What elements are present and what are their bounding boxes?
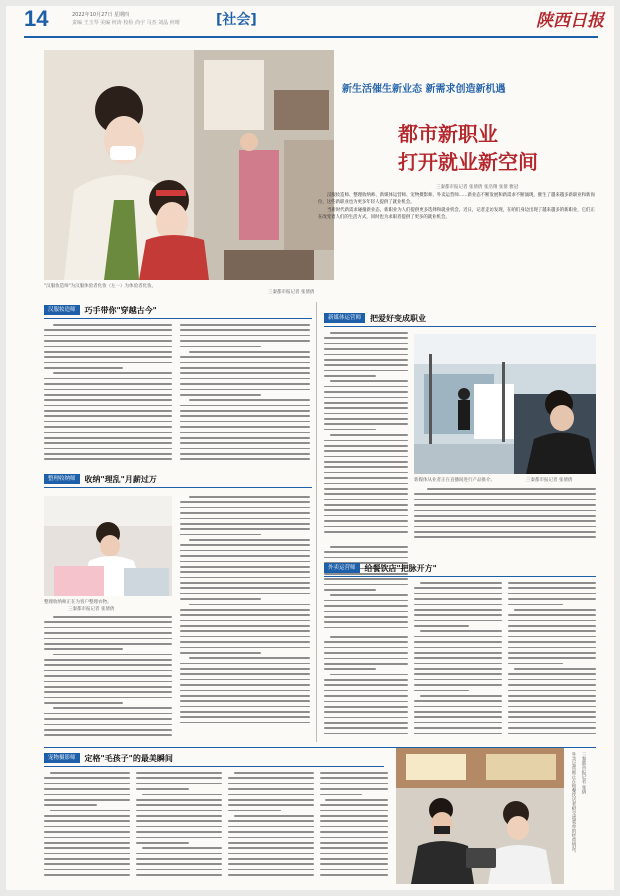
studio-caption: 新媒体从业者正在直播间进行产品推介。: [414, 478, 495, 483]
organizer-photo: [44, 496, 172, 596]
body-column: [324, 546, 408, 636]
section-hanfu-heading: [44, 304, 157, 316]
page-header: [24, 6, 604, 36]
section-underline: [44, 487, 312, 488]
delivery-caption: 外卖运营师正在和餐饮店老板交流菜单的经营情况。: [571, 752, 576, 856]
body-column: [180, 496, 310, 742]
section-underline: [324, 326, 596, 327]
masthead-logo: 陕西日报: [536, 11, 604, 31]
lead-paragraph-1: 汉服妆造师、整理收纳师、新媒体运营师、宠物摄影师、外卖运营师……新业态不断发展和新需求不断涌现，催生了越来越多新职业和新岗位，这些新职业也为更多年轻人提供了就业机会。: [318, 193, 595, 205]
body-column: [320, 772, 388, 882]
section-newmedia-heading: [324, 312, 426, 324]
date-line: 2022年10月27日 星期四: [72, 12, 130, 18]
lead-paragraph-2: 当新时代新需求碰撞新业态，新职业为人们提供更多选择和就业机会。近日，记者走访发现，在咱们身边出现了越来越多的新职业，它们正在改变着人们的生活方式，同时也为求职者提供了更多的就业机会。: [318, 208, 595, 220]
section-underline: [44, 318, 312, 319]
main-title-line1: 都市新职业: [398, 122, 498, 146]
section-title: 把爱好变成职业: [370, 313, 427, 323]
editor-line: 责编 王玉琴 美编 何涛 校检 尚宇 马杰 刘晶 何晴: [72, 20, 180, 26]
body-column: [180, 324, 310, 468]
section-tag: 汉服妆造师: [44, 305, 80, 315]
section-organizer-heading: [44, 473, 157, 485]
column-divider: [316, 302, 317, 742]
section-tag: 新媒体运营师: [324, 313, 365, 323]
section-title: 收纳"理乱"月薪过万: [84, 474, 157, 484]
delivery-credit: 三秦都市报记者 张倩: [581, 752, 586, 794]
section-title: 给餐饮店"把脉开方": [364, 563, 437, 573]
section-pet-heading: [44, 752, 173, 764]
body-column: [44, 772, 130, 882]
livestream-studio-photo: [414, 334, 596, 474]
newspaper-page: [6, 6, 614, 890]
hanfu-makeup-photo: [44, 50, 334, 280]
organizer-credit: 三秦都市报记者 张倩倩: [68, 607, 115, 612]
lead-paragraphs: [318, 192, 596, 222]
section-underline: [324, 576, 596, 577]
main-byline: 三秦都市报记者 张倩倩 张浩翔 张倩 雅冠: [436, 185, 519, 190]
main-subtitle: 新生活催生新业态 新需求创造新机遇: [342, 84, 506, 95]
body-column: [324, 332, 408, 542]
body-column: [414, 488, 596, 546]
section-delivery-heading: [324, 562, 437, 574]
header-rule: [24, 36, 598, 38]
section-tag: 外卖运营师: [324, 563, 360, 573]
section-underline: [44, 766, 384, 767]
main-photo-credit: 三秦都市报记者 张倩倩: [268, 290, 315, 295]
section-title: 定格"毛孩子"的最美瞬间: [84, 753, 173, 763]
body-column: [228, 772, 314, 882]
section-title: 巧手带你"穿越古今": [84, 305, 157, 315]
body-column: [324, 636, 408, 742]
section-label: [社会]: [216, 12, 257, 28]
main-title-line2: 打开就业新空间: [398, 150, 538, 174]
delivery-operator-photo: [396, 748, 564, 884]
section-tag: 宠物摄影师: [44, 753, 80, 763]
body-column: [414, 582, 502, 742]
organizer-caption: 整理收纳师正在为客户整理衣物。: [44, 600, 112, 605]
studio-credit: 三秦都市报记者 张倩倩: [526, 478, 573, 483]
body-column: [44, 616, 172, 742]
page-number: 14: [24, 6, 49, 31]
body-column: [136, 772, 222, 882]
section-tag: 整理收纳师: [44, 474, 80, 484]
body-column: [508, 582, 596, 742]
body-column: [44, 324, 172, 468]
main-photo-caption: "汉服妆造师"为汉服体验者化妆（左一）为体验者化妆。: [44, 284, 157, 289]
